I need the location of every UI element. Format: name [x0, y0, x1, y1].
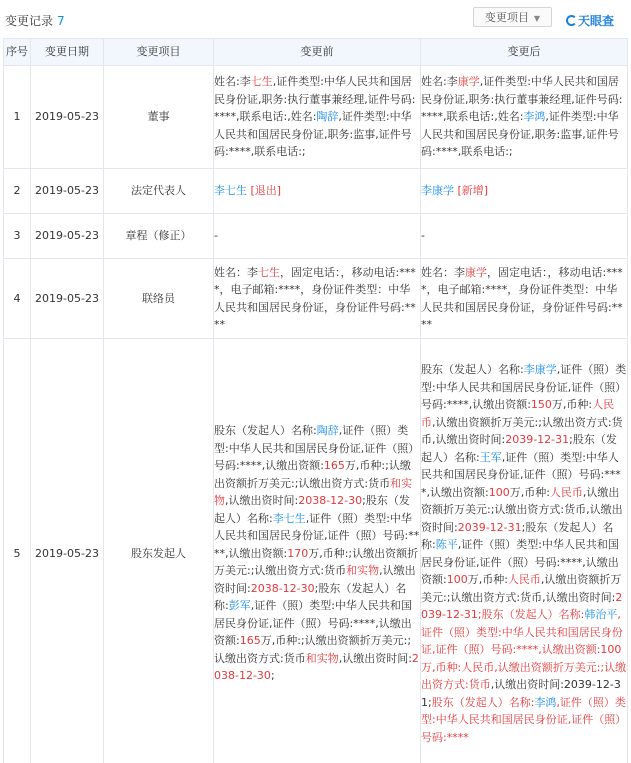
table-body: [4, 66, 628, 763]
row-number-cell: 3: [4, 214, 31, 259]
text-segment: ,证件（照）类型:中华人民共和国居民身份证,证件（照）号码:****,认缴出资额:100万,币种:人民币,认缴出资额折万美元:;认缴出资方式:货币: [421, 608, 627, 691]
table-row: [4, 66, 628, 169]
change-date-cell: 2019-05-23: [31, 259, 104, 339]
person-link[interactable]: 李康学: [523, 363, 557, 376]
text-segment: ,认缴出资时间:2039-12-31;: [421, 678, 621, 709]
text-segment: ,认缴出资时间:: [225, 494, 299, 508]
before-content-cell: [214, 259, 421, 339]
section-title-text: 变更记录: [5, 14, 54, 28]
section-title: [5, 12, 65, 29]
change-item-cell: 章程（修正）: [104, 214, 214, 259]
after-content-cell: [421, 66, 628, 169]
text-segment: 165: [323, 459, 345, 473]
text-segment: 姓名:李: [214, 75, 251, 89]
record-count: 7: [57, 14, 65, 28]
column-header-after: 变更后: [421, 39, 628, 66]
before-content-cell: [214, 66, 421, 169]
text-segment: ,证件（照）类型:中华人民共和国居民身份证,证件（照）号码:****,认缴出资额:: [421, 450, 621, 499]
person-link[interactable]: 韩治平: [584, 608, 618, 621]
text-segment: -: [214, 229, 218, 243]
person-link[interactable]: 陈平: [435, 538, 458, 551]
table-row: [4, 259, 628, 339]
column-header-before: 变更前: [214, 39, 421, 66]
table-row: [4, 339, 628, 763]
text-segment: ,证件类型:中华人民共和国居民身份证,职务:监事,证件号码:****,联系电话:;: [214, 110, 412, 159]
text-segment: 股东（发起人）名称:: [421, 363, 524, 376]
text-segment: 姓名:李: [421, 75, 458, 89]
text-segment: 万,币种:;认缴出资额折万美元:;认缴出资方式:货币: [214, 634, 412, 665]
change-item-filter-dropdown[interactable]: [473, 7, 552, 27]
change-item-cell: 股东发起人: [104, 339, 214, 763]
person-link[interactable]: 李七生: [272, 511, 306, 525]
table-row: [4, 214, 628, 259]
text-segment: ，固定电话：，移动电话:****，电子邮箱:****，身份证件类型：中华人民共和国居民身份证，身份证件号码:****: [214, 265, 416, 331]
text-segment: ,认缴出资时间:: [214, 564, 416, 595]
change-date-cell: 2019-05-23: [31, 66, 104, 169]
before-content-cell: [214, 339, 421, 763]
text-segment: ,证件类型:中华人民共和国居民身份证,职务:监事,证件号码:****,联系电话:;: [421, 110, 619, 159]
text-segment: -: [421, 229, 425, 243]
change-item-cell: 董事: [104, 66, 214, 169]
row-number-cell: 1: [4, 66, 31, 169]
text-segment: 100: [488, 485, 510, 499]
person-link[interactable]: 彭军: [228, 599, 251, 613]
text-segment: 万,币种:;认缴出资额折万美元:;认缴出资方式:货币: [214, 459, 411, 490]
text-segment: 股东（发起人）名称:: [431, 695, 535, 709]
change-date-cell: 2019-05-23: [31, 214, 104, 259]
chevron-down-icon: ▼: [533, 14, 541, 23]
text-segment: 股东（发起人）名称:: [214, 424, 317, 438]
text-segment: 万,币种:;认缴出资额折万美元:;认缴出资方式:货币: [214, 546, 419, 578]
change-records-table: [3, 38, 628, 763]
text-segment: 七生: [258, 265, 280, 279]
text-segment: 人民币: [549, 485, 583, 499]
text-segment: [新增]: [457, 184, 489, 198]
text-segment: ,认缴出资额折万美元:;认缴出资方式:货币,认缴出资时间:: [421, 485, 623, 534]
text-segment: 姓名：李: [421, 265, 465, 279]
before-content-cell: [214, 169, 421, 214]
after-content-cell: [421, 169, 628, 214]
column-header-no: 序号: [4, 39, 31, 66]
person-link[interactable]: 王军: [479, 450, 502, 464]
text-segment: 170: [287, 546, 309, 560]
logo-icon: [566, 15, 577, 26]
tianyancha-logo: [566, 12, 614, 29]
text-segment: 和实物: [346, 564, 380, 578]
person-link[interactable]: 李鸿: [523, 110, 546, 124]
text-segment: 2039-12-31: [457, 520, 522, 534]
text-segment: ,证件（照）类型:中华人民共和国居民身份证,证件（照）号码:****,认缴出资额:: [214, 424, 420, 473]
person-link[interactable]: 陶辞: [316, 110, 339, 124]
text-segment: 万,币种:: [467, 573, 508, 586]
text-segment: 2038-12-30: [298, 494, 363, 508]
text-segment: ,认缴出资时间:: [338, 651, 412, 665]
text-segment: ;股东（发起人）名称:: [421, 520, 614, 551]
text-segment: ,认缴出资额折万美元:;认缴出资方式:货币,认缴出资时间:: [421, 573, 622, 604]
after-content-cell: [421, 214, 628, 259]
text-segment: 2038-12-30: [214, 651, 419, 683]
text-segment: 姓名：李: [214, 265, 258, 279]
text-segment: ，固定电话：，移动电话:****，电子邮箱:****，身份证件类型：中华人民共和国居民身份证，身份证件号码:****: [421, 265, 623, 331]
text-segment: 2039-12-31;股东（发起人）名称:: [421, 590, 623, 621]
change-item-cell: 联络员: [104, 259, 214, 339]
text-segment: 和实物: [214, 476, 413, 508]
after-content-cell: [421, 259, 628, 339]
text-segment: ,认缴出资额折万美元:;认缴出资方式:货币,认缴出资时间:: [421, 415, 623, 446]
column-header-date: 变更日期: [31, 39, 104, 66]
text-segment: ,证件类型:中华人民共和国居民身份证,职务:执行董事兼经理,证件号码:****,联系电话:,姓名:: [214, 75, 416, 124]
text-segment: ,证件（照）类型:中华人民共和国居民身份证,证件（照）号码:****,认缴出资额:: [421, 538, 619, 586]
change-item-cell: 法定代表人: [104, 169, 214, 214]
filter-label: 变更项目: [484, 11, 529, 24]
text-segment: 万,币种:: [509, 485, 550, 499]
row-number-cell: 5: [4, 339, 31, 763]
text-segment: 康学: [457, 75, 480, 89]
text-segment: ,证件（照）类型:中华人民共和国居民身份证,证件（照）号码:****,认缴出资额:: [214, 599, 412, 648]
text-segment: ;: [270, 669, 275, 683]
text-segment: [退出]: [250, 184, 282, 198]
change-date-cell: 2019-05-23: [31, 169, 104, 214]
text-segment: 2038-12-30: [250, 581, 315, 595]
text-segment: 2039-12-31: [505, 433, 570, 446]
before-content-cell: [214, 214, 421, 259]
person-link[interactable]: 李鸿: [534, 695, 557, 709]
text-segment: 165: [239, 634, 261, 648]
person-link[interactable]: 李康学: [421, 184, 458, 198]
table-header-row: [4, 39, 628, 66]
row-number-cell: 4: [4, 259, 31, 339]
text-segment: 和实物: [305, 651, 339, 665]
text-segment: ,证件（照）类型:中华人民共和国居民身份证,证件（照）号码:****,认缴出资额:: [421, 363, 627, 411]
text-segment: ,证件类型:中华人民共和国居民身份证,职务:执行董事兼经理,证件号码:****,联系电话:,姓名:: [421, 75, 623, 124]
text-segment: 康学: [465, 265, 487, 279]
person-link[interactable]: 李七生: [214, 184, 251, 198]
text-segment: 100: [446, 573, 468, 586]
text-segment: 150: [530, 398, 552, 411]
text-segment: 人民币: [507, 573, 541, 586]
text-segment: ,证件（照）类型:中华人民共和国居民身份证,证件（照）号码:****: [421, 695, 627, 744]
text-segment: ;股东（发起人）名称:: [214, 581, 407, 613]
logo-text: 天眼查: [578, 14, 615, 28]
person-link[interactable]: 陶辞: [316, 424, 339, 438]
row-number-cell: 2: [4, 169, 31, 214]
table-row: [4, 169, 628, 214]
section-header: [0, 0, 631, 38]
text-segment: 人民币: [421, 398, 615, 429]
text-segment: 万,币种:: [551, 398, 593, 411]
text-segment: ,证件（照）类型:中华人民共和国居民身份证,证件（照）号码:****,认缴出资额:: [214, 511, 420, 560]
text-segment: ;股东（发起人）名称:: [421, 433, 617, 464]
change-date-cell: 2019-05-23: [31, 339, 104, 763]
column-header-item: 变更项目: [104, 39, 214, 66]
text-segment: 七生: [250, 75, 273, 89]
text-segment: ;股东（发起人）名称:: [214, 494, 410, 525]
after-content-cell: [421, 339, 628, 763]
